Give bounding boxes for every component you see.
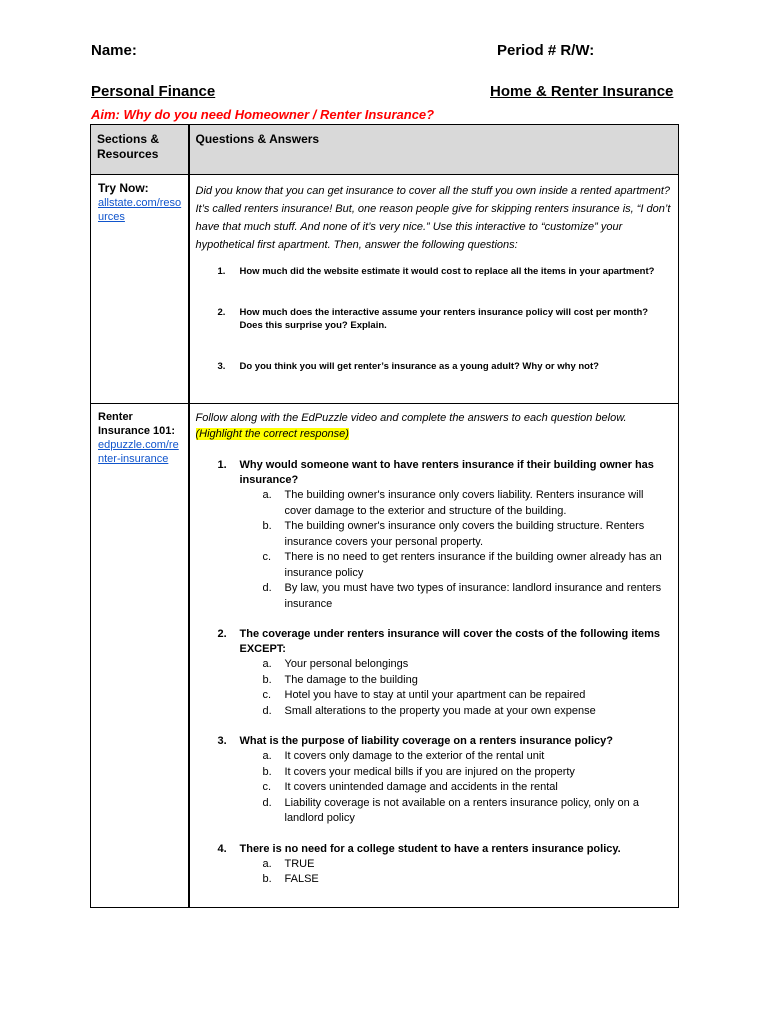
section-title-try-now: Try Now: [98,181,149,195]
option-letter: c. [262,689,272,701]
option-text: Your personal belongings [284,658,409,670]
option-letter: d. [262,704,272,717]
period-label: Period # R/W: [497,42,595,59]
option-text: FALSE [284,873,319,885]
option-text: Hotel you have to stay at until your apartment can be repaired [284,689,586,701]
name-label: Name: [91,42,137,59]
question-number: 2. [217,628,227,640]
answer-option[interactable] [196,519,673,550]
option-text: It covers unintended damage and accidents in the rental [284,781,558,793]
list-item [196,306,673,332]
question-number: 2. [217,307,226,318]
option-text: Liability coverage is not available on a renters insurance policy, only on a landlord policy [284,796,639,824]
option-letter: a. [262,857,272,870]
col-header-sections: Sections & Resources [91,125,189,175]
option-text: There is no need to get renters insurance if the building owner already has an insurance policy [284,551,662,579]
question-text: How much did the website estimate it would cost to replace all the items in your apartment? [239,266,655,277]
option-text: By law, you must have two types of insurance: landlord insurance and renters insurance [284,582,662,610]
option-letter: b. [262,520,272,532]
option-letter: a. [262,658,272,670]
option-letter: d. [262,582,272,594]
answer-option[interactable] [196,581,673,612]
list-item [196,265,673,278]
option-text: It covers your medical bills if you are injured on the property [284,765,575,778]
option-text: The building owner's insurance only covers the building structure. Renters insurance covers your personal property. [284,520,645,548]
option-letter: a. [262,750,272,762]
answer-option[interactable] [196,673,673,689]
worksheet-table [90,124,679,908]
option-text: Small alterations to the property you made at your own expense [284,704,596,717]
answer-option[interactable] [196,550,673,581]
edpuzzle-intro: Follow along with the EdPuzzle video and complete the answers to each question below. [195,412,627,424]
section-title-renter-insurance: Renter Insurance 101: [98,411,176,437]
section-row-try-now [91,175,679,404]
answer-option[interactable] [196,765,673,781]
answer-option[interactable] [196,857,673,873]
topic-title: Home & Renter Insurance [490,83,674,100]
option-letter: b. [262,873,272,885]
list-item [196,842,673,857]
section-row-renter-insurance [91,404,679,908]
option-text: The building owner's insurance only covers liability. Renters insurance will cover damage to the exterior and structure of the building. [284,489,644,517]
question-text: Why would someone want to have renters insurance if their building owner has insurance? [239,459,654,486]
question-text: There is no need for a college student to have a renters insurance policy. [239,842,621,855]
question-number: 4. [217,842,227,855]
option-text: TRUE [284,857,315,870]
question-text: What is the purpose of liability coverage on a renters insurance policy? [239,735,613,747]
answer-option[interactable] [196,688,673,704]
edpuzzle-link[interactable]: edpuzzle.com/renter-insurance [98,439,179,465]
answer-option[interactable] [196,872,673,888]
question-text: Do you think you will get renter’s insurance as a young adult? Why or why not? [239,361,599,372]
table-header-row [91,125,679,175]
answer-option[interactable] [196,657,673,673]
answer-option[interactable] [196,796,673,827]
questions-cell-try-now [189,175,679,404]
option-text: The damage to the building [284,673,418,686]
question-number: 1. [217,266,226,277]
option-letter: b. [262,673,272,686]
answer-option[interactable] [196,749,673,765]
section-cell-try-now [91,175,189,404]
option-letter: d. [262,796,272,809]
option-letter: a. [262,489,272,501]
question-text: How much does the interactive assume your renters insurance policy will cost per month? Does this surprise you? Explain. [239,307,649,331]
list-item [196,734,673,749]
answer-option[interactable] [196,488,673,519]
list-item [196,627,673,657]
question-number: 1. [217,459,227,471]
option-letter: c. [262,551,272,563]
list-item [196,360,673,373]
question-text: The coverage under renters insurance will cover the costs of the following items EXCEPT: [239,628,661,655]
questions-cell-renter-insurance [189,404,679,908]
course-title: Personal Finance [91,83,216,100]
list-item [196,458,673,488]
question-number: 3. [217,361,226,372]
highlight-instruction: (Highlight the correct response) [195,428,349,440]
aim-statement: Aim: Why do you need Homeowner / Renter Insurance? [91,107,435,122]
section-cell-renter-insurance [91,404,189,908]
col-header-questions: Questions & Answers [189,125,679,175]
answer-option[interactable] [196,704,673,720]
option-text: It covers only damage to the exterior of the rental unit [284,750,545,762]
option-letter: c. [262,781,272,793]
answer-option[interactable] [196,780,673,796]
try-now-intro: Did you know that you can get insurance to cover all the stuff you own inside a rented apartment? It’s called renters insurance! But, one reason people give for skipping renters insurance is, “I don’t have that much stuff. And none of it’s very nice.” Use this interactive to “customize” your hypothetical first apartment. Then, answer the following questions: [195,185,671,251]
allstate-link[interactable]: allstate.com/resources [98,197,182,223]
question-number: 3. [217,735,227,747]
option-letter: b. [262,765,272,778]
